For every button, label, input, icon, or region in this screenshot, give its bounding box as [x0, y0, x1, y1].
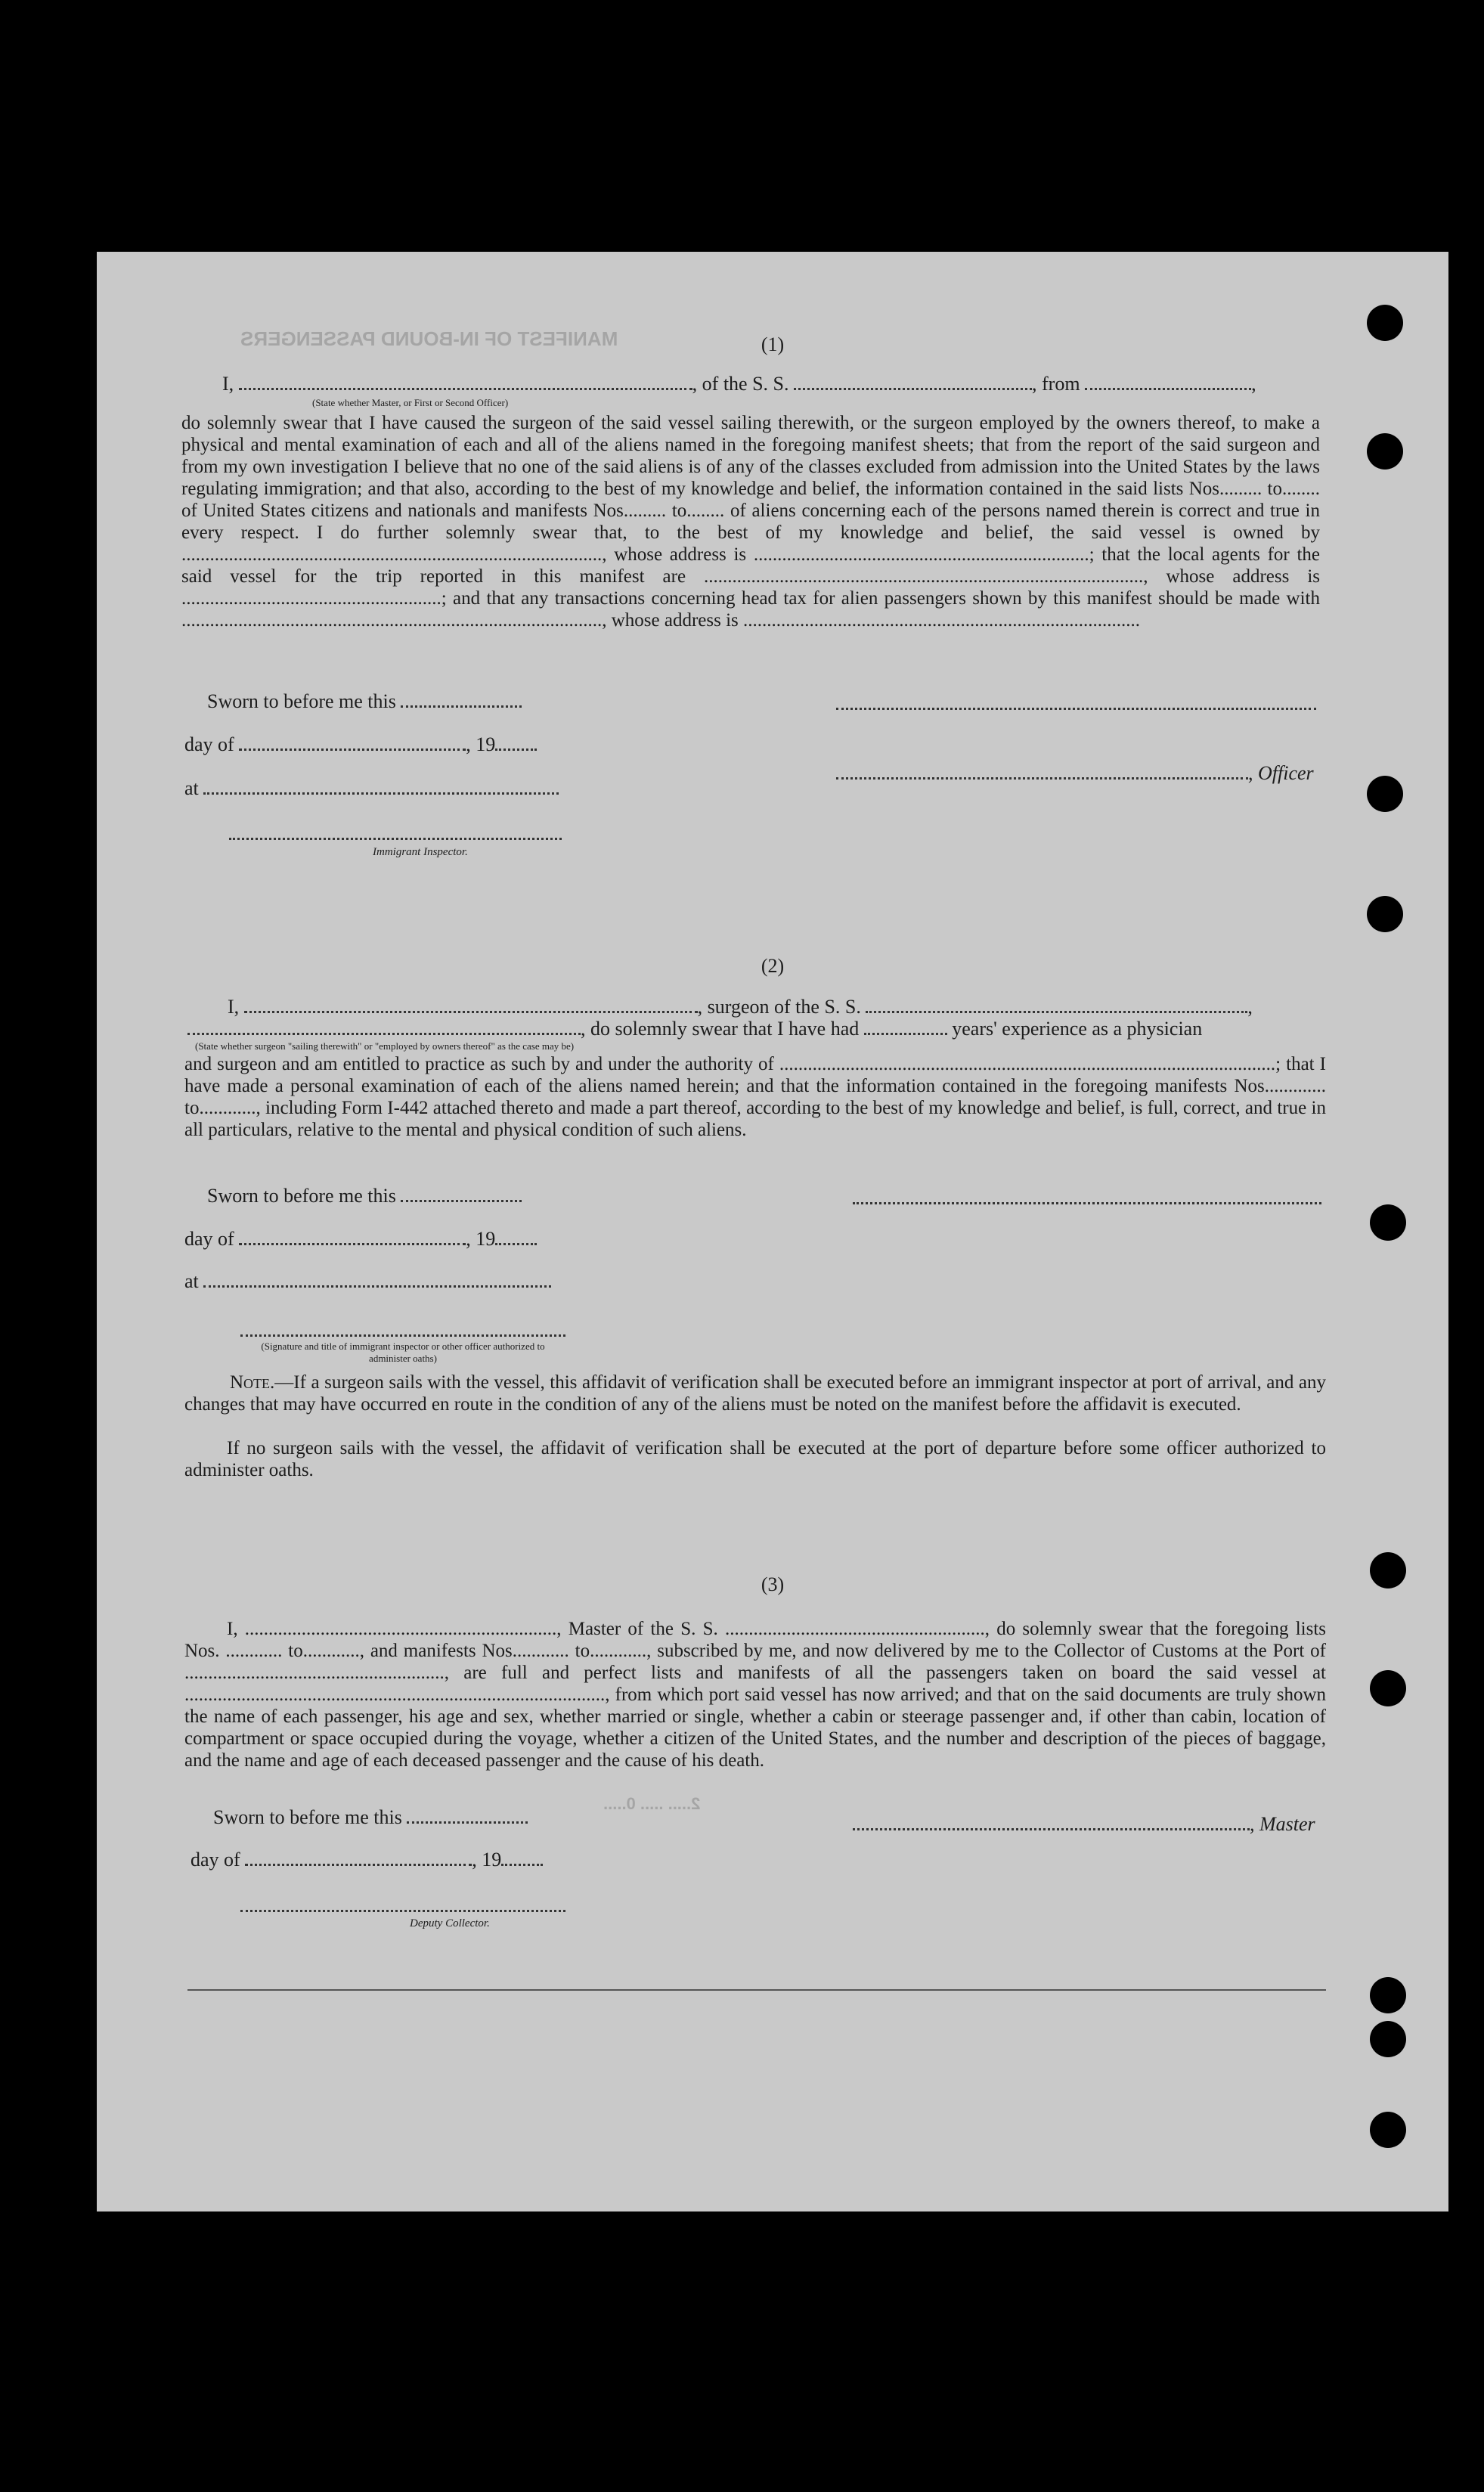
binder-hole [1370, 2112, 1406, 2148]
section-2-signature-right [853, 1202, 1321, 1204]
section-2-at [184, 1270, 551, 1293]
binder-hole [1370, 1204, 1406, 1241]
binder-hole [1367, 433, 1403, 470]
text: , [1251, 373, 1256, 395]
section-2-signer-caption: (Signature and title of immigrant inspector or other officer authorized to administer oaths) [261, 1341, 545, 1364]
section-3-number: (3) [761, 1573, 785, 1595]
section-1-sworn [207, 690, 522, 713]
text: , Officer [1248, 762, 1314, 784]
blank-field [495, 733, 537, 751]
text: Sworn to before me this [207, 1185, 396, 1207]
blank-field [203, 1270, 551, 1288]
blank-field [401, 1185, 522, 1202]
section-2-body: and surgeon and am entitled to practice as such by and under the authority of .........................................................................................................; that I have made a personal examination of each of the aliens named herein; and that the information contained in the foregoing manifests Nos............. to............, including Form I-442 attached thereto and made a part thereof, according to the best of my knowledge and belief, is full, correct, and true in all particulars, relative to the mental and physical condition of such aliens. [184, 1054, 1326, 1140]
section-2-sworn [207, 1185, 522, 1207]
section-3-sworn [213, 1806, 528, 1829]
text: Sworn to before me this [207, 690, 396, 712]
blank-field [187, 1018, 581, 1035]
text: at [184, 1270, 199, 1292]
blank-field [239, 1228, 466, 1245]
text: I, [222, 373, 234, 395]
blank-field [239, 373, 692, 390]
section-1-body: do solemnly swear that I have caused the surgeon of the said vessel sailing therewith, or the surgeon employed by the owners thereof, to make a physical and mental examination of each and all of the aliens named in the foregoing manifest sheets; that from the report of the said surgeon and from my own investigation I believe that no one of the said aliens is of any of the classes excluded from admission into the United States by the laws regulating immigration; and that also, according to the best of my knowledge and belief, the information contained in the said lists Nos......... to........ of United States citizens and nationals and manifests Nos......... to........ of aliens concerning each of the persons named therein is correct and true in every respect. I do further solemnly swear that, to the best of my knowledge and belief, the said vessel is owned by ........................................................................................., whose address is .......................................................................; that the local agents for the said vessel for the trip reported in this manifest are ............................................................................................., whose address is .......................................................; and that any transactions concerning head tax for alien passengers shown by this manifest should be made with ........................................................................................., whose address is .................................................................................... [181, 413, 1320, 631]
section-1-signature-right-1 [836, 708, 1316, 710]
text: day of [184, 1228, 234, 1250]
text: Sworn to before me this [213, 1806, 402, 1828]
text: , Master [1250, 1813, 1315, 1835]
section-1-signature-line [229, 838, 562, 840]
text: , 19 [472, 1849, 502, 1871]
text: , of the S. S. [692, 373, 789, 395]
binder-hole [1367, 776, 1403, 812]
text: , 19 [466, 1228, 496, 1250]
bleed-through-text-2: 2..... ..... 0..... [603, 1794, 701, 1813]
section-2-caption: (State whether surgeon "sailing therewith" or "employed by owners thereof" as the case may be) [195, 1040, 575, 1052]
section-2-note [184, 1372, 1326, 1415]
blank-field [1085, 373, 1251, 390]
blank-field [794, 373, 1032, 390]
section-3-signature-line [240, 1910, 565, 1912]
section-2-note-2: If no surgeon sails with the vessel, the affidavit of verification shall be executed at the port of departure before some officer authorized to administer oaths. [184, 1438, 1326, 1480]
blank-field [853, 1813, 1250, 1830]
section-3-signer: Deputy Collector. [410, 1917, 490, 1929]
blank-field [407, 1806, 528, 1824]
blank-field [495, 1228, 537, 1245]
blank-field [501, 1849, 543, 1866]
section-1-line-1 [222, 373, 1256, 395]
text: years' experience as a physician [952, 1018, 1203, 1040]
section-1-caption: (State whether Master, or First or Second Officer) [312, 397, 509, 408]
section-2-signature-line [240, 1334, 565, 1337]
text: , surgeon of the S. S. [697, 996, 861, 1018]
section-1-officer [836, 762, 1314, 785]
binder-hole [1367, 896, 1403, 932]
section-3-body: I, .................................................................., Master of the S. S. ......................................................., do solemnly swear that the foregoing lists Nos. ............ to............, and manifests Nos............ to............, subscribed by me, and now delivered by me to the Collector of Customs at the Port of ......................................................., are full and perfect lists and manifests of all the passengers taken on board the said vessel at ........................................................................................., from which port said vessel has now arrived; and that on the said documents are truly shown the name of each passenger, his age and sex, whether married or single, whether a cabin or steerage passenger and, if other than cabin, location of compartment or space occupied during the voyage, whether a citizen of the United States, and the number and description of the pieces of baggage, and the name and age of each deceased passenger and the cause of his death. [184, 1619, 1326, 1771]
section-1-day [184, 733, 537, 756]
section-2-line-2 [187, 1018, 1202, 1040]
form-page [97, 252, 1448, 2211]
blank-field [836, 762, 1248, 780]
binder-hole [1370, 1670, 1406, 1706]
binder-hole [1370, 1977, 1406, 2013]
text: , from [1032, 373, 1080, 395]
text: , [1247, 996, 1253, 1018]
text: , do solemnly swear that I have had [581, 1018, 860, 1040]
bleed-through-text: MANIFEST OF IN-BOUND PASSENGERS [240, 327, 618, 350]
bottom-rule [187, 1989, 1326, 1991]
section-3-master [853, 1813, 1315, 1836]
blank-field [401, 690, 522, 708]
blank-field [245, 1849, 472, 1866]
text: day of [191, 1849, 240, 1871]
section-1-number: (1) [761, 333, 785, 355]
text: day of [184, 733, 234, 755]
blank-field [203, 777, 559, 795]
text: , 19 [466, 733, 496, 755]
blank-field [866, 996, 1247, 1013]
section-3-day [191, 1849, 543, 1871]
section-2-day [184, 1228, 537, 1251]
text: at [184, 777, 199, 799]
binder-hole [1370, 2021, 1406, 2057]
section-1-signer: Immigrant Inspector. [373, 846, 468, 858]
section-2-line-1 [228, 996, 1253, 1018]
section-2-number: (2) [761, 955, 785, 977]
note-text: —If a surgeon sails with the vessel, this affidavit of verification shall be executed before an immigrant inspector at port of arrival, and any changes that may have occurred en route in the condition of any of the aliens must be noted on the manifest before the affidavit is executed. [184, 1372, 1326, 1415]
text: I, [228, 996, 240, 1018]
blank-field [239, 733, 466, 751]
note-label: Note. [230, 1372, 275, 1393]
blank-field [244, 996, 698, 1013]
blank-field [864, 1018, 947, 1035]
section-1-at [184, 777, 559, 800]
